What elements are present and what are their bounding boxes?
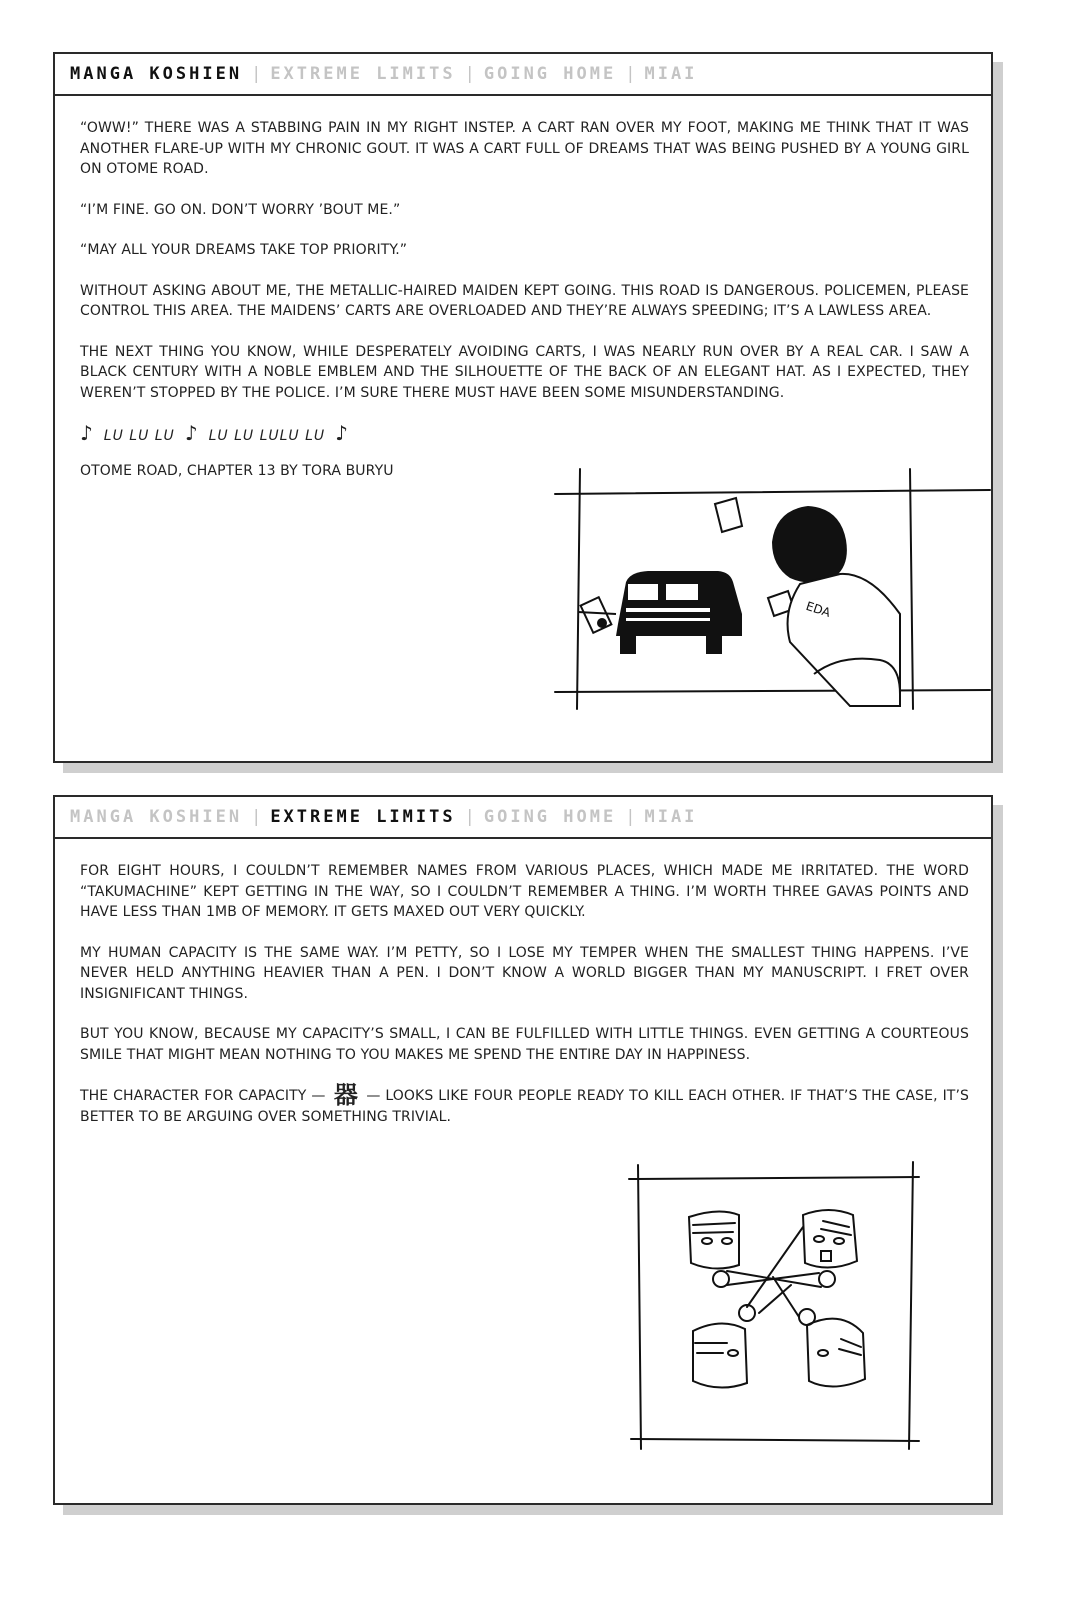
capacity-kanji: 器 [333, 1081, 359, 1109]
tab-separator: | [251, 807, 262, 827]
paragraph: WITHOUT ASKING ABOUT ME, THE METALLIC-HAIRED MAIDEN KEPT GOING. THIS ROAD IS DANGEROUS. POLICEMEN, PLEASE CONTROL THIS AREA. THE MAIDENS’ CARTS ARE OVERLOADED AND THEY’RE ALWAYS SPEEDING; IT’S A LAWLESS AREA. [80, 282, 969, 319]
tab-extreme-limits[interactable]: EXTREME LIMITS [270, 807, 456, 827]
paragraph: BUT YOU KNOW, BECAUSE MY CAPACITY’S SMALL, I CAN BE FULFILLED WITH LITTLE THINGS. EVEN GETTING A COURTEOUS SMILE THAT MIGHT MEAN NOTHING TO YOU MAKES ME SPEND THE ENTIRE DAY IN HAPPINESS. [80, 1026, 969, 1063]
music-note-icon: ♪ [335, 421, 349, 445]
tab-separator: | [464, 807, 475, 827]
essay-panel-extreme-limits [53, 795, 993, 1505]
tab-manga-koshien[interactable]: MANGA KOSHIEN [70, 807, 243, 827]
essay-body [55, 96, 991, 481]
paragraph: “OWW!” THERE WAS A STABBING PAIN IN MY RIGHT INSTEP. A CART RAN OVER MY FOOT, MAKING ME THINK THAT IT WAS ANOTHER FLARE-UP WITH MY CHRONIC GOUT. IT WAS A CART FULL OF DREAMS THAT WAS BEING PUSHED BY A YOUNG GIRL ON OTOME ROAD. [80, 120, 969, 177]
tab-separator: | [464, 64, 475, 84]
kanji-lead-text: THE CHARACTER FOR CAPACITY — [80, 1088, 326, 1104]
car-sketch-illustration [550, 464, 995, 714]
section-tab-bar [55, 797, 991, 839]
paragraph: FOR EIGHT HOURS, I COULDN’T REMEMBER NAMES FROM VARIOUS PLACES, WHICH MADE ME IRRITATED. THE WORD “TAKUMACHINE” KEPT GETTING IN THE WAY, SO I COULDN’T REMEMBER A THING. I’M WORTH THREE GAVAS POINTS AND HAVE LESS THAN 1MB OF MEMORY. IT GETS MAXED OUT VERY QUICKLY. [80, 863, 969, 920]
lyric: LU LU LULU LU [208, 428, 326, 444]
essay-body [55, 839, 991, 1127]
tab-going-home[interactable]: GOING HOME [483, 64, 617, 84]
paragraph: “MAY ALL YOUR DREAMS TAKE TOP PRIORITY.” [80, 242, 408, 258]
song-lyrics [80, 423, 969, 447]
four-people-sketch-illustration [623, 1157, 923, 1457]
paragraph: “I’M FINE. GO ON. DON’T WORRY ’BOUT ME.” [80, 201, 401, 218]
tab-manga-koshien[interactable]: MANGA KOSHIEN [70, 64, 243, 84]
tab-miai[interactable]: MIAI [644, 807, 698, 827]
tab-separator: | [625, 64, 636, 84]
music-note-icon: ♪ [184, 421, 199, 445]
essay-panel-manga-koshien [53, 52, 993, 763]
tab-separator: | [625, 807, 636, 827]
shirt-lettering: EDA [804, 598, 833, 620]
tab-separator: | [251, 64, 262, 84]
car-icon [616, 571, 742, 654]
music-note-icon: ♪ [80, 421, 94, 445]
tab-extreme-limits[interactable]: EXTREME LIMITS [270, 64, 456, 84]
paragraph [80, 1081, 969, 1127]
book-caption: OTOME ROAD, CHAPTER 13 BY TORA BURYU [80, 462, 394, 479]
tab-going-home[interactable]: GOING HOME [483, 807, 617, 827]
kanji-trailing-text: — LOOKS LIKE FOUR PEOPLE READY TO KILL EACH OTHER. IF THAT’S THE CASE, IT’S BETTER TO BE ARGUING OVER SOMETHING TRIVIAL. [80, 1088, 969, 1125]
tab-miai[interactable]: MIAI [644, 64, 698, 84]
paragraph: THE NEXT THING YOU KNOW, WHILE DESPERATELY AVOIDING CARTS, I WAS NEARLY RUN OVER BY A REAL CAR. I SAW A BLACK CENTURY WITH A NOBLE EMBLEM AND THE SILHOUETTE OF THE BACK OF AN ELEGANT HAT. AS I EXPECTED, THEY WEREN’T STOPPED BY THE POLICE. I’M SURE THERE MUST HAVE BEEN SOME MISUNDERSTANDING. [80, 343, 969, 401]
paragraph: MY HUMAN CAPACITY IS THE SAME WAY. I’M PETTY, SO I LOSE MY TEMPER WHEN THE SMALLEST THING HAPPENS. I’VE NEVER HELD ANYTHING HEAVIER THAN A PEN. I DON’T KNOW A WORLD BIGGER THAN MY MANUSCRIPT. I FRET OVER INSIGNIFICANT THINGS. [80, 944, 969, 1002]
lyric: LU LU LU [103, 428, 175, 444]
section-tab-bar [55, 54, 991, 96]
